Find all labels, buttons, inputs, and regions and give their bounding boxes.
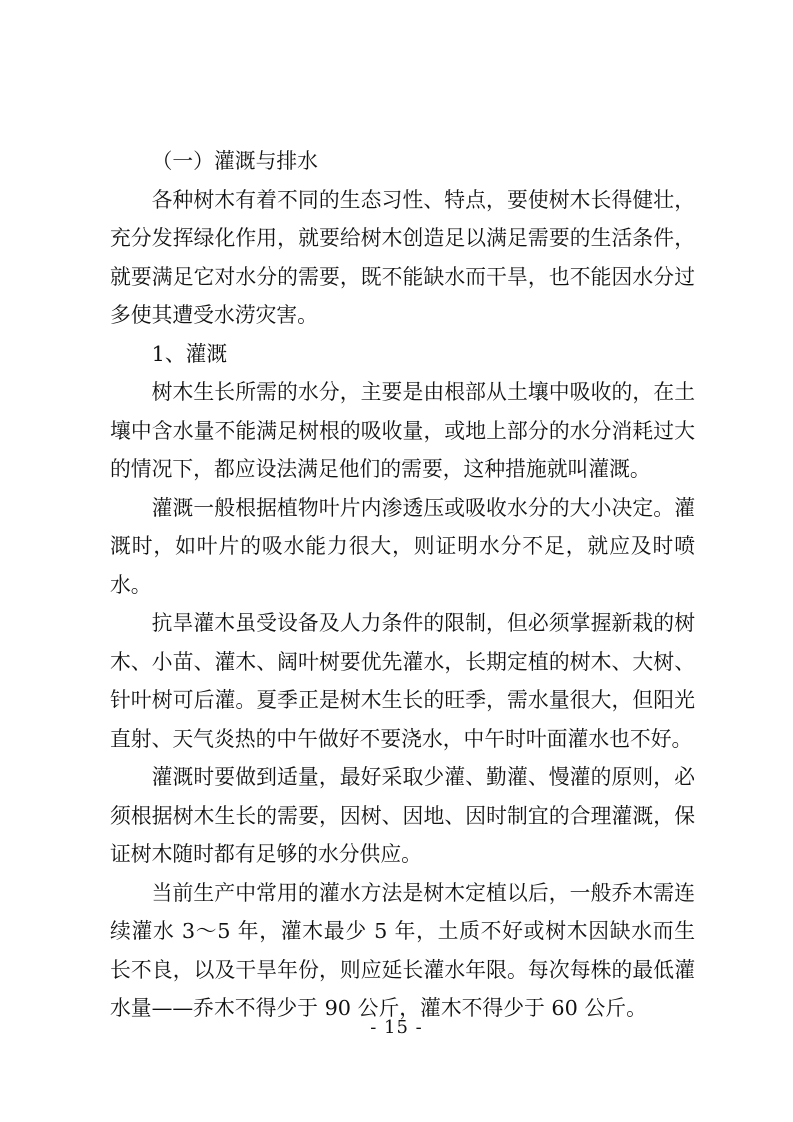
paragraph: 灌溉时要做到适量，最好采取少灌、勤灌、慢灌的原则，必须根据树木生长的需要，因树、因地、因时制宜的合理灌溉，保证树木随时都有足够的水分供应。	[110, 765, 695, 866]
section-heading: （一）灌溉与排水	[151, 149, 318, 173]
subheading: 1、灌溉	[151, 341, 228, 366]
intro-paragraph: 各种树木有着不同的生态习性、特点，要使树木长得健壮，充分发挥绿化作用，就要给树木创造足以满足需要的生活条件，就要满足它对水分的需要，既不能缺水而干旱，也不能因水分过多使其遭受水涝灾害。	[110, 187, 695, 327]
paragraph: 抗旱灌木虽受设备及人力条件的限制，但必须掌握新栽的树木、小苗、灌木、阔叶树要优先灌水，长期定植的树木、大树、针叶树可后灌。夏季正是树木生长的旺季，需水量很大，但阳光直射、天气炎热的中午做好不要浇水，中午时叶面灌水也不好。	[110, 611, 695, 751]
page-number: - 15 -	[370, 1017, 423, 1038]
paragraph: 灌溉一般根据植物叶片内渗透压或吸收水分的大小决定。灌溉时，如叶片的吸水能力很大，则证明水分不足，就应及时喷水。	[110, 495, 695, 597]
page-body	[110, 142, 695, 1028]
paragraph: 树木生长所需的水分，主要是由根部从土壤中吸收的，在土壤中含水量不能满足树根的吸收量，或地上部分的水分消耗过大的情况下，都应设法满足他们的需要，这种措施就叫灌溉。	[110, 380, 695, 481]
paragraph: 当前生产中常用的灌水方法是树木定植以后，一般乔木需连续灌水 3～5 年，灌木最少 5 年，土质不好或树木因缺水而生长不良，以及干旱年份，则应延长灌水年限。每次每株的最低灌水量——乔木不得少于 90 公斤，灌木不得少于 60 公斤。	[110, 880, 695, 1020]
